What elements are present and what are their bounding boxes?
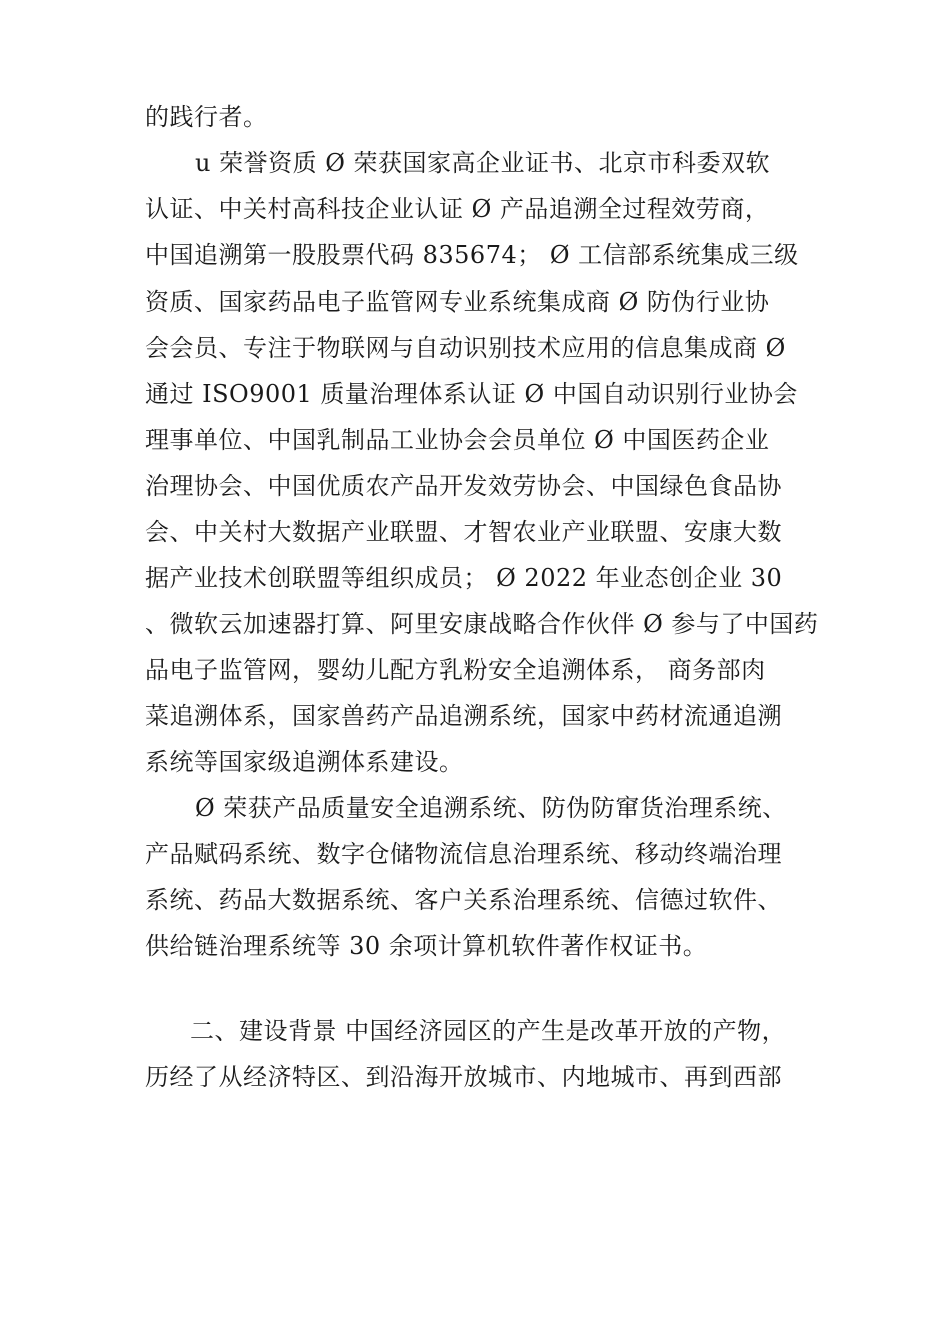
text-line: u 荣誉资质 Ø 荣获国家高企业证书、北京市科委双软 (195, 149, 771, 177)
text-line: 会、中关村大数据产业联盟、才智农业产业联盟、安康大数 (145, 518, 782, 546)
text-line: 理事单位、中国乳制品工业协会会员单位 Ø 中国医药企业 (145, 426, 770, 454)
text-line: 治理协会、中国优质农产品开发效劳协会、中国绿色食品协 (145, 472, 782, 500)
text-line: 品电子监管网，婴幼儿配方乳粉安全追溯体系， 商务部肉 (145, 656, 766, 684)
text-line: 认证、中关村高科技企业认证 Ø 产品追溯全过程效劳商， (145, 195, 770, 223)
text-line: 历经了从经济特区、到沿海开放城市、内地城市、再到西部 (145, 1063, 782, 1091)
text-line: 系统、药品大数据系统、客户关系治理系统、信德过软件、 (145, 886, 782, 914)
text-line: 菜追溯体系，国家兽药产品追溯系统，国家中药材流通追溯 (145, 702, 782, 730)
text-line: 中国追溯第一股股票代码 835674； Ø 工信部系统集成三级 (145, 241, 799, 269)
text-line: 会会员、专注于物联网与自动识别技术应用的信息集成商 Ø (145, 334, 786, 362)
text-line: 系统等国家级追溯体系建设。 (145, 748, 464, 776)
text-line: Ø 荣获产品质量安全追溯系统、防伪防窜货治理系统、 (195, 794, 787, 822)
text-line: 供给链治理系统等 30 余项计算机软件著作权证书。 (145, 932, 708, 960)
text-line: 的践行者。 (145, 103, 268, 131)
text-line: 通过 ISO9001 质量治理体系认证 Ø 中国自动识别行业协会 (145, 380, 798, 408)
text-line: 产品赋码系统、数字仓储物流信息治理系统、移动终端治理 (145, 840, 782, 868)
section-heading-line: 二、建设背景 中国经济园区的产生是改革开放的产物， (190, 1017, 787, 1045)
text-line: 据产业技术创联盟等组织成员； Ø 2022 年业态创企业 30 (145, 564, 783, 592)
text-line: 资质、国家药品电子监管网专业系统集成商 Ø 防伪行业协 (145, 288, 770, 316)
text-line: 、微软云加速器打算、阿里安康战略合作伙伴 Ø 参与了中国药 (145, 610, 819, 638)
